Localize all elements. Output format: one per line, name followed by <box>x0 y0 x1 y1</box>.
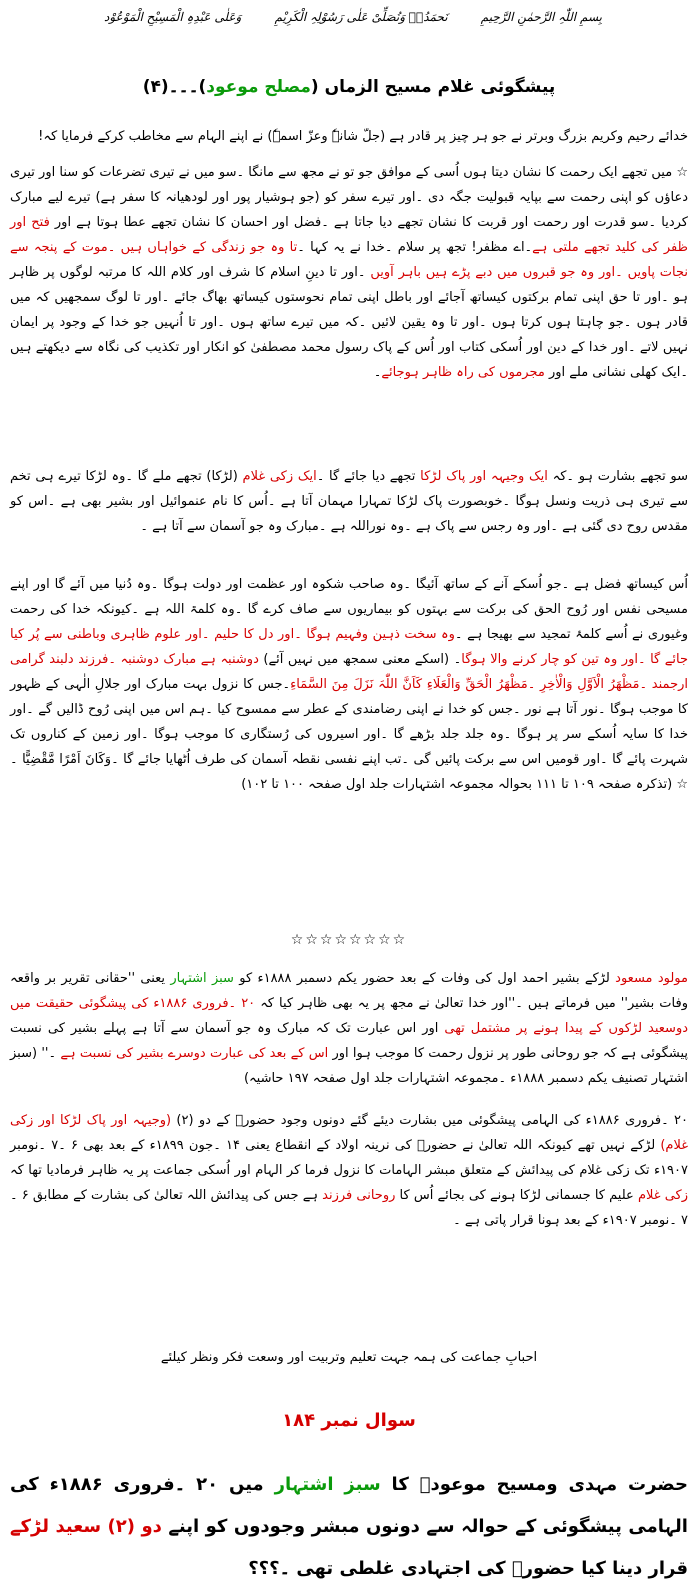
title-highlight: مصلح موعود <box>206 77 311 97</box>
text-span: ہے جس کی پیدائش اللہ تعالیٰ کی بشارت کے مطابق ۶ ۔۷ ۔نومبر ۱۹۰۷ء کے بعد ہونا قرار پاتی ہے ۔ <box>10 1188 688 1228</box>
highlight-span: تا وہ جو زندگی کے خواہاں ہیں ۔موت کے پنجہ سے نجات پاویں ۔اور وہ جو قبروں میں دبے پڑے ہیں باہر آویں <box>10 240 688 280</box>
salutation: نَحمَدُہٗ وَنُصَلِّیْ عَلٰی رَسُوْلِہِ الْکَرِیْمِ <box>274 10 448 24</box>
bismillah: بِسمِ اللّٰہِ الرَّحمٰنِ الرَّحِیمِ <box>480 10 602 24</box>
highlight-span: دو (۲) سعید لڑکے <box>10 1516 162 1537</box>
salutation-masih: وَعَلٰی عَبْدِہِ الْمَسِیْحِ الْمَوْعُوْد <box>104 10 242 24</box>
text-span: لڑکے نہیں تھے کیونکہ اللہ تعالیٰ نے حضورؑ کی نرینہ اولاد کے انقطاع یعنی ۱۴ ۔جون ۱۸۹۹ء کے بعد بھی ۶ ۔۷ ۔نومبر ۱۹۰۷ء تک زکی غلام کی پیدائش کے متعلق مبشر الہامات کا نزول فرما کر الہام اور اُسکی جماعت پر یہ ظاہر فرمادیا تھا کہ <box>10 1138 688 1178</box>
commentary-paragraph <box>10 1108 688 1233</box>
text-span: (لڑکا) تجھے ملے گا ۔وہ لڑکا تیرے ہی تخم سے تیری ہی ذریت ونسل ہوگا ۔خوبصورت پاک لڑکا تمہارا مہمان آتا ہے ۔اُس کا نام عنموائیل اور بشیر بھی ہے ۔اس کو مقدس روح دی گئی ہے ۔اور وہ رجس سے پاک ہے ۔وہ نوراللہ ہے ۔مبارک وہ جو آسمان سے آتا ہے ۔ <box>10 469 688 534</box>
highlight-span: ایک وجیہہ اور پاک لڑکا <box>420 469 548 484</box>
highlight-span: دوشنبہ ہے مبارک دوشنبہ ۔فرزند دلبند گرامی ارجمند ۔مَظْھَرُ الْاَوَّلِ وَالْاٰخِرِ ۔مَظْھَرُ الْحَقِّ وَالْعَلَاءِ کَاَنَّ اللّٰہَ نَزَلَ مِنَ السَّمَاءِ <box>10 652 688 692</box>
text-span: یعنی ''حقانی تقریر بر واقعہ وفات بشیر'' میں فرماتے ہیں ۔ <box>10 971 688 1011</box>
text-span: ۔اور تا دینِ اسلام کا شرف اور کلام اللہ کا مرتبہ لوگوں پر ظاہر ہو ۔اور تا حق اپنی تمام برکتوں کیساتھ آجائے اور باطل اپنی تمام نحوستوں کیساتھ بھاگ جائے ۔اور تا لوگ سمجھیں کہ میں قادر ہوں ۔جو چاہتا ہوں کرتا ہوں ۔اور تا وہ یقین لائیں ۔کہ میں تیرے ساتھ ہوں ۔اور تا اُنہیں جو خدا کے وجود پر ایمان نہیں لاتے ۔اور خدا کے دین اور اُسکی کتاب اور اُس کے پاک رسول محمد مصطفیٰ کو انکار اور تکذیب کی نگاہ سے دیکھتے ہیں ۔ایک کھلی نشانی ملے اور <box>10 265 688 380</box>
highlight-span: ۲۰ ۔فروری ۱۸۸۶ء کی پیشگوئی حقیقت میں دوسعید لڑکوں کے پیدا ہونے پر مشتمل تھی <box>10 996 689 1036</box>
highlight-span: فتح اور ظفر کی کلید تجھے ملتی ہے <box>10 215 688 255</box>
text-span: اُس کیساتھ فضل ہے ۔جو اُسکے آنے کے ساتھ آئیگا ۔وہ صاحب شکوہ اور عظمت اور دولت ہوگا ۔وہ دُنیا میں آئے گا اور اپنے مسیحی نفس اور رُوح الحق کی برکت سے بہتوں کو بیماریوں سے صاف کرے گا ۔وہ کلمۃ اللہ ہے ۔کیونکہ خدا کی رحمت وغیوری نے اُسے کلمۂ تمجید سے بھیجا ہے ۔ <box>10 577 689 642</box>
text-span: ۔ <box>373 365 382 380</box>
text-span: قرار دینا کیا حضورؑ کی اجتہادی غلطی تھی ۔؟؟؟ <box>248 1558 688 1579</box>
intro-text: خدائے رحیم وکریم بزرگ وبرتر نے جو ہر چیز پر قادر ہے (جلّ شانہٗ وعزّ اسمہٗ) نے اپنے الہام سے مخاطب کرکے فرمایا کہ! <box>38 129 688 144</box>
highlight-span: روحانی فرزند <box>322 1188 396 1203</box>
title-part-3: )۔۔۔(۴) <box>142 77 207 97</box>
text-span: میں ۲۰ ۔فروری ۱۸۸۶ء کی الہامی پیشگوئی کے حوالہ سے دونوں مبشر وجودوں کو اپنے <box>10 1474 688 1537</box>
highlight-span: اس کے بعد کی عبارت دوسرے بشیر کی نسبت ہے <box>60 1046 329 1061</box>
text-span: ''اور خدا تعالیٰ نے مجھ پر یہ بھی ظاہر کیا کہ <box>255 996 516 1011</box>
text-span: ۔ (اسکے معنی سمجھ میں نہیں آئے) <box>258 652 462 667</box>
green-highlight-span: سبز اشتہار <box>274 1474 381 1495</box>
revelation-paragraph-2 <box>10 464 688 539</box>
highlight-span: مجرموں کی راہ ظاہر ہوجائے <box>381 365 545 380</box>
highlight-span: مولود مسعود <box>615 971 688 986</box>
question-heading: سوال نمبر ۱۸۴ <box>282 1410 416 1431</box>
text-span: علیم کا جسمانی لڑکا ہونے کی بجائے اُس کا <box>395 1188 638 1203</box>
dedication-line: احبابِ جماعت کی ہمہ جہت تعلیم وتربیت اور وسعت فکر ونظر کیلئے <box>160 1350 538 1365</box>
revelation-paragraph-3 <box>10 572 688 797</box>
text-span: اور اس عبارت تک کہ مبارک وہ جو آسمان سے آتا ہے پہلے بشیر کی نسبت پیشگوئی ہے کہ جو روحانی طور پر نزول رحمت کا موجب ہوا اور <box>10 1021 688 1061</box>
text-span: ۲۰ ۔فروری ۱۸۸۶ء کی الہامی پیشگوئی میں بشارت دیئے گئے دونوں وجود حضورؑ کے دو (۲) <box>171 1113 688 1128</box>
text-span: تجھے دیا جائے گا ۔ <box>316 469 421 484</box>
invocation-header <box>0 4 698 30</box>
highlight-span: وہ سخت ذہین وفہیم ہوگا ۔اور دل کا حلیم ۔اور علوم ظاہری وباطنی سے پُر کیا جائے گا ۔اور وہ تین کو چار کرنے والا ہوگا <box>10 627 688 667</box>
page-title <box>0 76 698 97</box>
highlight-span: ایک زکی غلام <box>242 469 317 484</box>
text-span: لڑکے بشیر احمد اول کی وفات کے بعد حضور یکم دسمبر ۱۸۸۸ء کو <box>233 971 616 986</box>
text-span: سو تجھے بشارت ہو ۔کہ <box>547 469 689 484</box>
title-part-1: پیشگوئی غلام مسیح الزماں ( <box>310 77 556 97</box>
green-announcement-paragraph <box>10 966 688 1091</box>
text-span: ۔اے مظفر! تجھ پر سلام ۔خدا نے یہ کہا ۔ <box>297 240 533 255</box>
green-highlight-span: سبز اشتہار <box>170 971 234 986</box>
text-span: ☆ میں تجھے ایک رحمت کا نشان دیتا ہوں اُسی کے موافق جو تو نے مجھ سے مانگا ۔سو میں نے تیری تضرعات کو سنا اور تیری دعاؤں کو اپنی رحمت سے بپایہ قبولیت جگہ دی ۔اور تیرے سفر کو (جو ہوشیار پور اور لودھیانہ کا سفر ہے) تیرے لیے مبارک کردیا ۔سو قدرت اور رحمت اور قربت کا نشان تجھے دیا جاتا ہے ۔فضل اور احسان کا نشان تجھے عطا ہوتا ہے اور <box>10 165 688 230</box>
question-text <box>10 1464 688 1590</box>
text-span: ۔جس کا نزول بہت مبارک اور جلالِ الٰہی کے ظہور کا موجب ہوگا ۔نور آتا ہے نور ۔جس کو خدا نے اپنی رضامندی کے عطر سے ممسوح کیا ۔ہم اس میں اپنی رُوح ڈالیں گے ۔اور خدا کا سایہ اُسکے سر پر ہوگا ۔وہ جلد جلد بڑھے گا ۔اور اسیروں کی رُستگاری کا موجب ہوگا ۔اور زمین کے کناروں تک شہرت پائے گا ۔اور قومیں اس سے برکت پائیں گی ۔تب اپنے نفسی نقطہ آسمان کی طرف اُٹھایا جائے گا ۔وَکَانَ اَمْرًا مَّقْضِیًّا ۔☆ (تذکرہ صفحہ ۱۰۹ تا ۱۱۱ بحوالہ مجموعہ اشتہارات جلد اول صفحہ ۱۰۰ تا ۱۰۲) <box>10 677 688 792</box>
highlight-span: زکی غلام <box>637 1188 688 1203</box>
star-separator: ☆☆☆☆☆☆☆☆ <box>290 932 408 948</box>
revelation-paragraph-1 <box>10 160 688 385</box>
text-span: ۔'' (سبز اشتہار تصنیف یکم دسمبر ۱۸۸۸ء ۔مجموعہ اشتہارات جلد اول صفحہ ۱۹۷ حاشیہ) <box>10 1046 688 1086</box>
intro-paragraph <box>10 124 688 149</box>
text-span: حضرت مہدی ومسیح موعودؑ کا <box>380 1474 688 1495</box>
highlight-span: (وجیہہ اور پاک لڑکا اور زکی غلام) <box>10 1113 689 1153</box>
